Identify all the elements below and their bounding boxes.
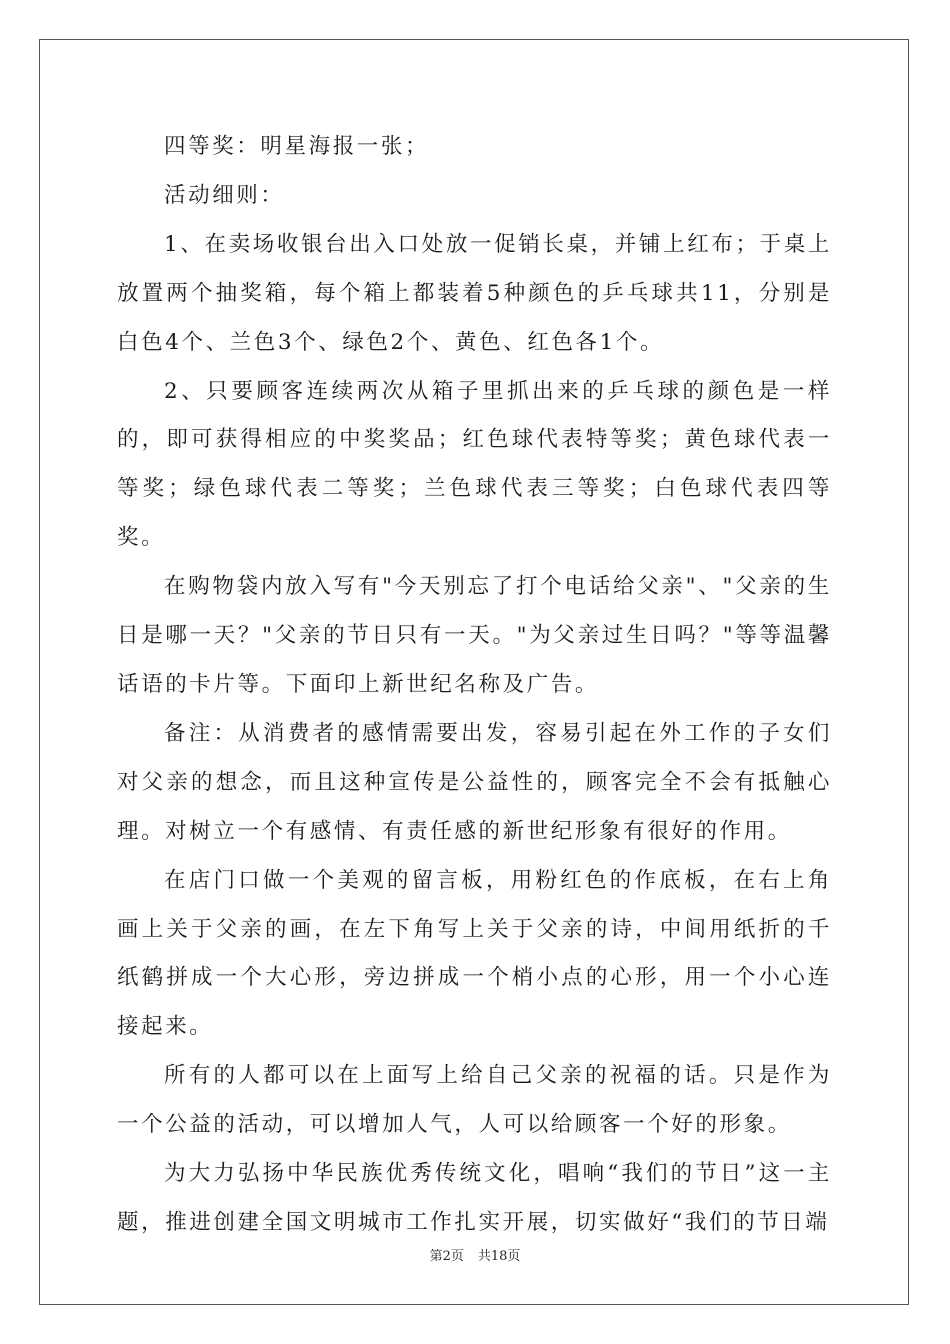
paragraph-festival: 为大力弘扬中华民族优秀传统文化，唱响“我们的节日”这一主题，推进创建全国文明城市工作扎实开展，切实做好“我们的节日端 xyxy=(117,1161,832,1235)
paragraph-rule-1: 1、在卖场收银台出入口处放一促销长桌，并铺上红布；于桌上放置两个抽奖箱，每个箱上都装着5种颜色的乒乓球共11，分别是白色4个、兰色3个、绿色2个、黄色、红色各1个。 xyxy=(117,231,832,355)
paragraph-rules-heading: 活动细则： xyxy=(164,182,285,208)
paragraph-prize-four: 四等奖：明星海报一张； xyxy=(164,134,430,159)
page-number: 第2页 xyxy=(429,1249,464,1264)
paragraph-rule-2: 2、只要顾客连续两次从箱子里抓出来的乒乓球的颜色是一样的，即可获得相应的中奖奖品；红色球代表特等奖；黄色球代表一等奖；绿色球代表二等奖；兰色球代表三等奖；白色球代表四等奖。 xyxy=(117,378,832,551)
page-total: 共18页 xyxy=(477,1249,521,1264)
paragraph-message-board: 在店门口做一个美观的留言板，用粉红色的作底板，在右上角画上关于父亲的画，在左下角写上关于父亲的诗，中间用纸折的千纸鹤拼成一个大心形，旁边拼成一个梢小点的心形，用一个小心连接起来。 xyxy=(117,867,832,1040)
paragraph-blessings: 所有的人都可以在上面写上给自己父亲的祝福的话。只是作为一个公益的活动，可以增加人气，人可以给顾客一个好的形象。 xyxy=(117,1063,832,1138)
paragraph-shopping-bag: 在购物袋内放入写有"今天别忘了打个电话给父亲"、"父亲的生日是哪一天？"父亲的节日只有一天。"为父亲过生日吗？"等等温馨话语的卡片等。下面印上新世纪名称及广告。 xyxy=(117,574,832,697)
document-body xyxy=(117,123,832,1248)
paragraph-note: 备注：从消费者的感情需要出发，容易引起在外工作的子女们对父亲的想念，而且这种宣传是公益性的，顾客完全不会有抵触心理。对树立一个有感情、有责任感的新世纪形象有很好的作用。 xyxy=(117,720,832,844)
page-footer xyxy=(0,1248,950,1266)
